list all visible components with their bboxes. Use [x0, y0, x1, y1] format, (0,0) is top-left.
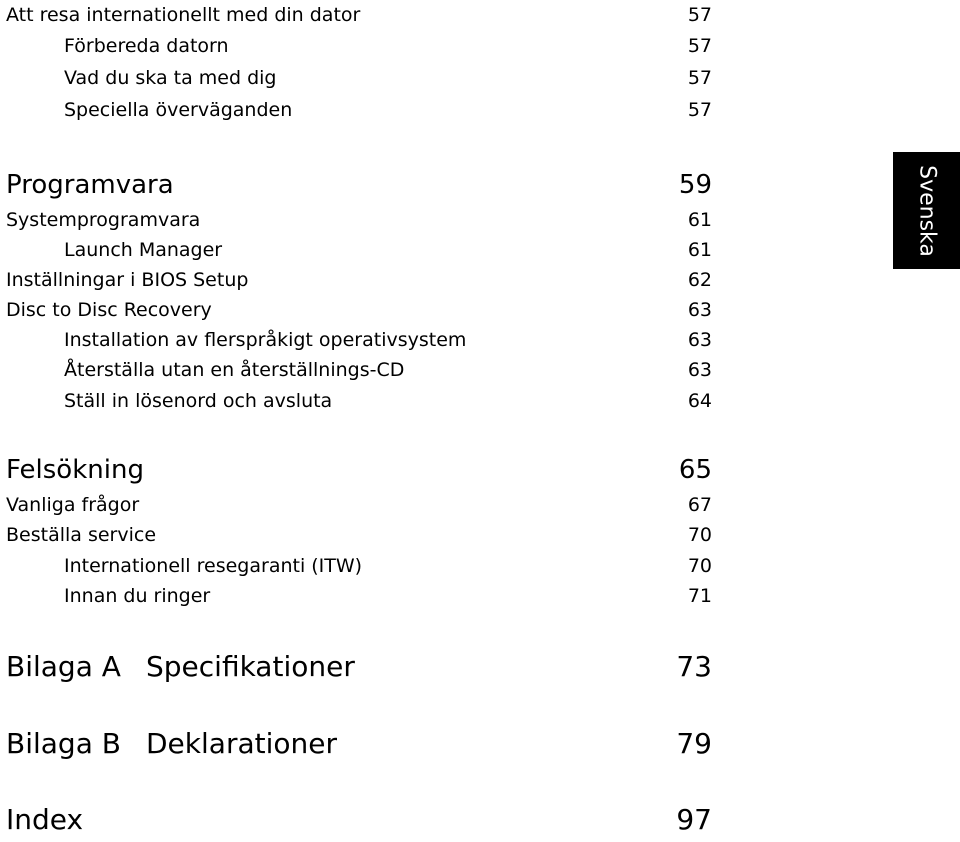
toc-entry-page: 57: [687, 67, 712, 89]
toc-entry-page: 62: [687, 269, 712, 291]
toc-chapter-page: 73: [676, 650, 712, 683]
toc-entry-title: Ställ in lösenord och avsluta: [64, 390, 333, 412]
toc-entry[interactable]: [0, 265, 712, 295]
toc-chapter-page: 65: [678, 455, 712, 485]
toc-chapter-software[interactable]: [0, 165, 712, 205]
toc-entry-page: 67: [687, 494, 712, 516]
toc-entry-page: 61: [687, 209, 712, 231]
toc-entry-title: Att resa internationellt med din dator: [6, 4, 361, 26]
toc-entry-title: Disc to Disc Recovery: [6, 299, 212, 321]
toc-chapter-page: 97: [676, 803, 712, 836]
toc-chapter-page: 79: [676, 727, 712, 760]
toc-chapter-appendix-b[interactable]: [0, 722, 712, 766]
toc-subentry[interactable]: [0, 325, 712, 355]
toc-entry-title: Speciella överväganden: [64, 99, 293, 121]
toc-chapter-title: [6, 645, 355, 689]
toc-subentry[interactable]: [0, 95, 712, 125]
toc-entry-page: 57: [687, 4, 712, 26]
toc-chapter-page: 59: [678, 170, 712, 200]
toc-entry[interactable]: [0, 520, 712, 550]
toc-entry-title: Beställa service: [6, 524, 157, 546]
toc-chapter-title: Programvara: [6, 170, 174, 200]
toc-entry[interactable]: [0, 295, 712, 325]
toc-entry-title: Systemprogramvara: [6, 209, 201, 231]
language-tab: [893, 152, 960, 269]
toc-entry-title: Vanliga frågor: [6, 494, 140, 516]
toc-entry-page: 63: [687, 299, 712, 321]
toc-entry[interactable]: [0, 205, 712, 235]
toc-subentry[interactable]: [0, 63, 712, 93]
toc-entry-title: Innan du ringer: [64, 585, 211, 607]
toc-entry-page: 63: [687, 359, 712, 381]
toc-entry-title: Återställa utan en återställnings-CD: [64, 359, 405, 381]
appendix-title: Deklarationer: [146, 727, 337, 760]
toc-subentry[interactable]: [0, 355, 712, 385]
appendix-label: Bilaga A: [6, 650, 121, 683]
toc-subentry[interactable]: [0, 581, 712, 611]
toc-entry-page: 57: [687, 99, 712, 121]
appendix-title: Specifikationer: [146, 650, 355, 683]
toc-entry-page: 70: [687, 555, 712, 577]
appendix-label: Bilaga B: [6, 727, 121, 760]
toc-chapter-title: Index: [6, 803, 84, 836]
toc-entry-title: Installation av flerspråkigt operativsystem: [64, 329, 467, 351]
toc-entry-page: 70: [687, 524, 712, 546]
toc-entry-page: 61: [687, 239, 712, 261]
toc-entry-title: Launch Manager: [64, 239, 223, 261]
toc-chapter-title: [6, 722, 337, 766]
toc-entry-title: Vad du ska ta med dig: [64, 67, 277, 89]
toc-entry-travel[interactable]: [0, 0, 712, 30]
toc-entry-page: 57: [687, 35, 712, 57]
toc-entry-page: 64: [687, 390, 712, 412]
toc-chapter-appendix-a[interactable]: [0, 645, 712, 689]
toc-entry[interactable]: [0, 490, 712, 520]
toc-entry-title: Internationell resegaranti (ITW): [64, 555, 363, 577]
language-tab-label: Svenska: [914, 164, 939, 257]
toc-subentry[interactable]: [0, 386, 712, 416]
toc-entry-title: Förbereda datorn: [64, 35, 229, 57]
toc-subentry[interactable]: [0, 551, 712, 581]
toc-chapter-index[interactable]: [0, 798, 712, 842]
toc-entry-title: Inställningar i BIOS Setup: [6, 269, 249, 291]
toc-chapter-troubleshooting[interactable]: [0, 450, 712, 490]
toc-entry-page: 71: [687, 585, 712, 607]
toc-chapter-title: Felsökning: [6, 455, 144, 485]
toc-subentry[interactable]: [0, 31, 712, 61]
toc-subentry[interactable]: [0, 235, 712, 265]
toc-entry-page: 63: [687, 329, 712, 351]
